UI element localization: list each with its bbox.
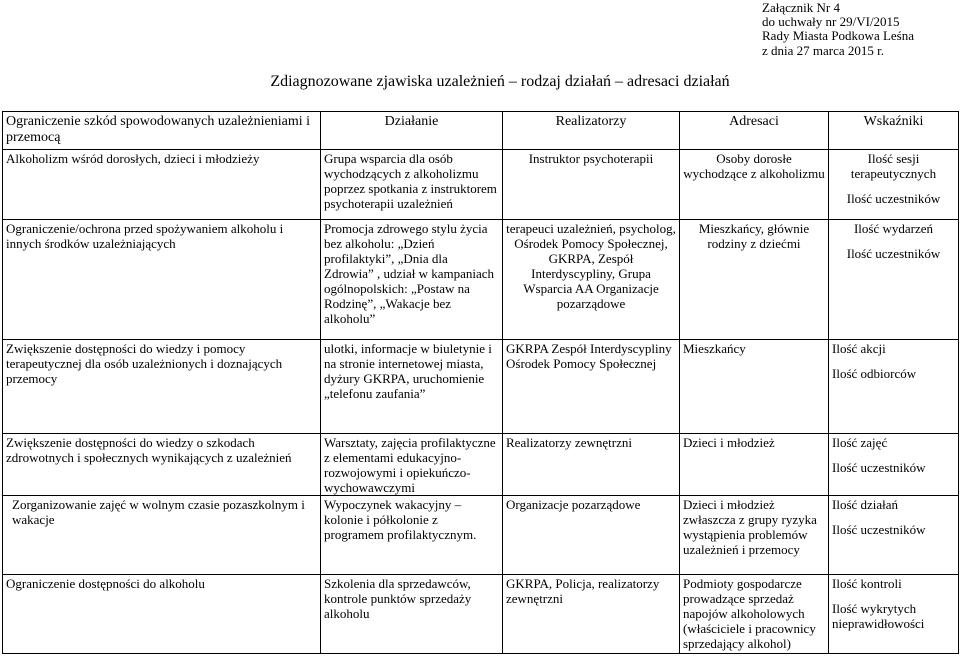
indicator: Ilość działań xyxy=(832,497,899,512)
table-row xyxy=(3,575,959,654)
indicator: Ilość kontroli xyxy=(832,576,902,591)
cell-action: Wypoczynek wakacyjny – kolonie i półkolonie z programem profilaktycznym. xyxy=(321,496,503,575)
cell-goal: Ograniczenie/ochrona przed spożywaniem alkoholu i innych środków uzależniających xyxy=(3,220,321,340)
indicator: Ilość uczestników xyxy=(832,522,926,537)
annex-header xyxy=(762,1,958,58)
cell-goal xyxy=(3,496,321,575)
annex-line: Załącznik Nr 4 xyxy=(762,0,840,15)
header-goal: Ograniczenie szkód spowodowanych uzależnieniami i przemocą xyxy=(3,112,321,150)
header-indicators: Wskaźniki xyxy=(829,112,959,150)
indicator: Ilość sesji terapeutycznych xyxy=(850,151,937,181)
table-row xyxy=(3,434,959,496)
cell-goal: Zwiększenie dostępności do wiedzy i pomocy terapeutycznej dla osób uzależnionych i doznających przemocy xyxy=(3,340,321,434)
cell-implementers: terapeuci uzależnień, psycholog, Ośrodek Pomocy Społecznej, GKRPA, Zespół Interdyscypliny, Grupa Wsparcia AA Organizacje pozarządowe xyxy=(503,220,680,340)
document-title: Zdiagnozowane zjawiska uzależnień – rodzaj działań – adresaci działań xyxy=(270,73,730,90)
header-implementers: Realizatorzy xyxy=(503,112,680,150)
annex-line: z dnia 27 marca 2015 r. xyxy=(762,42,885,58)
cell-indicators xyxy=(829,496,959,575)
actions-table xyxy=(2,111,959,654)
header-action: Działanie xyxy=(321,112,503,150)
table-row xyxy=(3,340,959,434)
cell-recipients: Osoby dorosłe wychodzące z alkoholizmu xyxy=(680,150,829,220)
indicator: Ilość uczestników xyxy=(832,460,926,475)
cell-indicators xyxy=(829,150,959,220)
header-recipients: Adresaci xyxy=(680,112,829,150)
cell-indicators xyxy=(829,575,959,654)
cell-recipients: Podmioty gospodarcze prowadzące sprzedaż napojów alkoholowych (właściciele i pracownicy sprzedający alkohol) xyxy=(680,575,829,654)
cell-goal: Zwiększenie dostępności do wiedzy o szkodach zdrowotnych i społecznych wynikających z uzależnień xyxy=(3,434,321,496)
cell-action: ulotki, informacje w biuletynie i na stronie internetowej miasta, dyżury GKRPA, uruchomienie „telefonu zaufania” xyxy=(321,340,503,434)
cell-recipients: Mieszkańcy, głównie rodziny z dziećmi xyxy=(680,220,829,340)
cell-recipients: Dzieci i młodzież xyxy=(680,434,829,496)
cell-action: Warsztaty, zajęcia profilaktyczne z elementami edukacyjno-rozwojowymi i opiekuńczo-wychowawczymi xyxy=(321,434,503,496)
cell-indicators xyxy=(829,340,959,434)
cell-implementers: Realizatorzy zewnętrzni xyxy=(503,434,680,496)
cell-recipients: Dzieci i młodzież zwłaszcza z grupy ryzyka wystąpienia problemów uzależnień i przemocy xyxy=(680,496,829,575)
cell-implementers: Organizacje pozarządowe xyxy=(503,496,680,575)
cell-implementers: GKRPA, Policja, realizatorzy zewnętrzni xyxy=(503,575,680,654)
indicator: Ilość zajęć xyxy=(832,435,888,450)
cell-implementers: GKRPA Zespół Interdyscypliny Ośrodek Pomocy Społecznej xyxy=(503,340,680,434)
indicator: Ilość akcji xyxy=(832,341,886,356)
table-header-row xyxy=(3,112,959,150)
cell-implementers: Instruktor psychoterapii xyxy=(503,150,680,220)
cell-recipients: Mieszkańcy xyxy=(680,340,829,434)
indicator: Ilość wydarzeń xyxy=(853,221,934,236)
cell-indicators xyxy=(829,220,959,340)
cell-goal-text: Zorganizowanie zajęć w wolnym czasie pozaszkolnym i wakacje xyxy=(12,497,305,527)
annex-line: do uchwały nr 29/VI/2015 xyxy=(762,14,900,30)
cell-action: Szkolenia dla sprzedawców, kontrole punktów sprzedaży alkoholu xyxy=(321,575,503,654)
cell-action: Grupa wsparcia dla osób wychodzących z alkoholizmu poprzez spotkania z instruktorem psychoterapii uzależnień xyxy=(321,150,503,220)
cell-goal: Ograniczenie dostępności do alkoholu xyxy=(3,575,321,654)
table-row xyxy=(3,150,959,220)
annex-line: Rady Miasta Podkowa Leśna xyxy=(762,28,915,44)
indicator: Ilość odbiorców xyxy=(832,366,917,381)
cell-goal: Alkoholizm wśród dorosłych, dzieci i młodzieży xyxy=(3,150,321,220)
table-row xyxy=(3,496,959,575)
indicator: Ilość wykrytych nieprawidłowości xyxy=(832,601,925,631)
cell-indicators xyxy=(829,434,959,496)
indicator: Ilość uczestników xyxy=(846,246,941,261)
indicator: Ilość uczestników xyxy=(846,191,941,206)
table-row xyxy=(3,220,959,340)
cell-action: Promocja zdrowego stylu życia bez alkoholu: „Dzień profilaktyki”, „Dnia dla Zdrowia” , udział w kampaniach ogólnopolskich: „Postaw na Rodzinę”, „Wakacje bez alkoholu” xyxy=(321,220,503,340)
